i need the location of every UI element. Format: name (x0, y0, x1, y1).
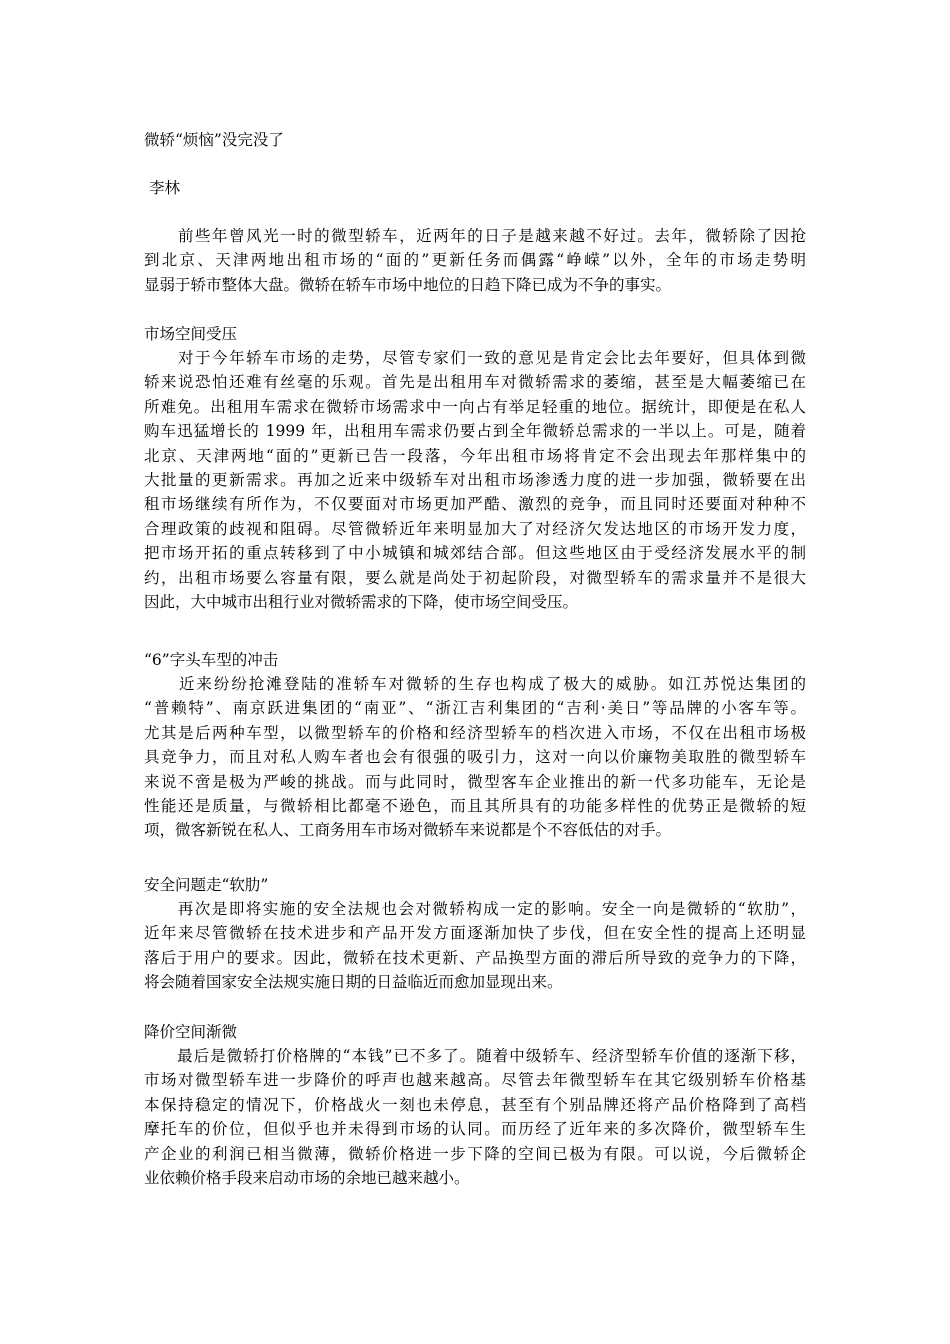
paragraph-line: 北京、天津两地“面的”更新已告一段落，今年出租市场将肯定不会出现去年那样集中的 (144, 446, 806, 465)
article-title: 微轿“烦恼”没完没了 (144, 131, 284, 149)
paragraph-line: 租市场继续有所作为，不仅要面对市场更加严酷、激烈的竞争，而且同时还要面对种种不 (144, 495, 806, 514)
paragraph-line: 显弱于轿市整体大盘。微轿在轿车市场中地位的日趋下降已成为不争的事实。 (144, 275, 672, 294)
section-paragraph-market-space (144, 346, 806, 614)
paragraph-line: 尤其是后两种车型，以微型轿车的价格和经济型轿车的档次进入市场，不仅在出租市场极 (144, 723, 806, 742)
paragraph-line: 前些年曾风光一时的微型轿车，近两年的日子是越来越不好过。去年，微轿除了因抢 (144, 227, 806, 245)
paragraph-line: 合理政策的歧视和阻碍。尽管微轿近年来明显加大了对经济欠发达地区的市场开发力度， (144, 519, 806, 538)
paragraph-line: 产企业的利润已相当微薄，微轿价格进一步下降的空间已极为有限。可以说，今后微轿企 (144, 1144, 806, 1163)
paragraph-line: 约，出租市场要么容量有限，要么就是尚处于初起阶段，对微型轿车的需求量并不是很大 (144, 568, 806, 587)
paragraph-line: 市场对微型轿车进一步降价的呼声也越来越高。尽管去年微型轿车在其它级别轿车价格基 (144, 1071, 806, 1090)
paragraph-line: 近来纷纷抢滩登陆的准轿车对微轿的生存也构成了极大的威胁。如江苏悦达集团的 (144, 675, 806, 693)
paragraph-line: 大批量的更新需求。再加之近来中级轿车对出租市场渗透力度的进一步加强，微轿要在出 (144, 470, 806, 489)
section-heading-safety-issue: 安全问题走“软肋” (144, 876, 269, 894)
paragraph-line: 摩托车的价位，但似乎也并未得到市场的认同。而历经了近年来的多次降价，微型轿车生 (144, 1120, 806, 1139)
section-heading-price-cut-space: 降价空间渐微 (144, 1023, 238, 1041)
paragraph-line: 近年来尽管微轿在技术进步和产品开发方面逐渐加快了步伐，但在安全性的提高上还明显 (144, 924, 806, 943)
paragraph-line: 来说不啻是极为严峻的挑战。而与此同时，微型客车企业推出的新一代多功能车，无论是 (144, 772, 806, 791)
paragraph-line: 所难免。出租用车需求在微轿市场需求中一向占有举足轻重的地位。据统计，即便是在私人 (144, 397, 806, 416)
paragraph-line: 具竞争力，而且对私人购车者也会有很强的吸引力，这对一向以价廉物美取胜的微型轿车 (144, 748, 806, 767)
article-author: 李林 (149, 179, 181, 197)
section-paragraph-price-cut-space (144, 1044, 806, 1190)
paragraph-line: 落后于用户的要求。因此，微轿在技术更新、产品换型方面的滞后所导致的竞争力的下降， (144, 948, 806, 967)
paragraph-line: 再次是即将实施的安全法规也会对微轿构成一定的影响。安全一向是微轿的“软肋”， (144, 900, 806, 918)
paragraph-line: 对于今年轿车市场的走势，尽管专家们一致的意见是肯定会比去年要好，但具体到微 (144, 349, 806, 367)
section-heading-market-space: 市场空间受压 (144, 325, 238, 343)
paragraph-line: 性能还是质量，与微轿相比都毫不逊色，而且其所具有的功能多样性的优势正是微轿的短 (144, 796, 806, 815)
section-heading-six-series-impact: “6”字头车型的冲击 (144, 651, 279, 669)
paragraph-line: 最后是微轿打价格牌的“本钱”已不多了。随着中级轿车、经济型轿车价值的逐渐下移， (144, 1047, 806, 1065)
paragraph-line: 项，微客新锐在私人、工商务用车市场对微轿车来说都是个不容低估的对手。 (144, 821, 672, 840)
section-paragraph-six-series-impact (144, 672, 806, 843)
paragraph-line: 购车迅猛增长的 1999 年，出租用车需求仍要占到全年微轿总需求的一半以上。可是，随着 (144, 422, 806, 441)
paragraph-line: 到北京、天津两地出租市场的“面的”更新任务而偶露“峥嵘”以外，全年的市场走势明 (144, 251, 806, 270)
paragraph-line: 将会随着国家安全法规实施日期的日益临近而愈加显现出来。 (144, 973, 563, 992)
paragraph-line: 本保持稳定的情况下，价格战火一刻也未停息，甚至有个别品牌还将产品价格降到了高档 (144, 1095, 806, 1114)
section-paragraph-safety-issue (144, 897, 806, 995)
paragraph-line: 轿来说恐怕还难有丝毫的乐观。首先是出租用车对微轿需求的萎缩，甚至是大幅萎缩已在 (144, 373, 806, 392)
paragraph-line: 因此，大中城市出租行业对微轿需求的下降，使市场空间受压。 (144, 592, 579, 611)
paragraph-line: 把市场开拓的重点转移到了中小城镇和城郊结合部。但这些地区由于受经济发展水平的制 (144, 544, 806, 563)
paragraph-line: 业依赖价格手段来启动市场的余地已越来越小。 (144, 1168, 470, 1187)
paragraph-line: “普赖特”、南京跃进集团的“南亚”、“浙江吉利集团的“吉利·美日”等品牌的小客车等。 (144, 699, 806, 718)
intro-paragraph (144, 224, 806, 297)
